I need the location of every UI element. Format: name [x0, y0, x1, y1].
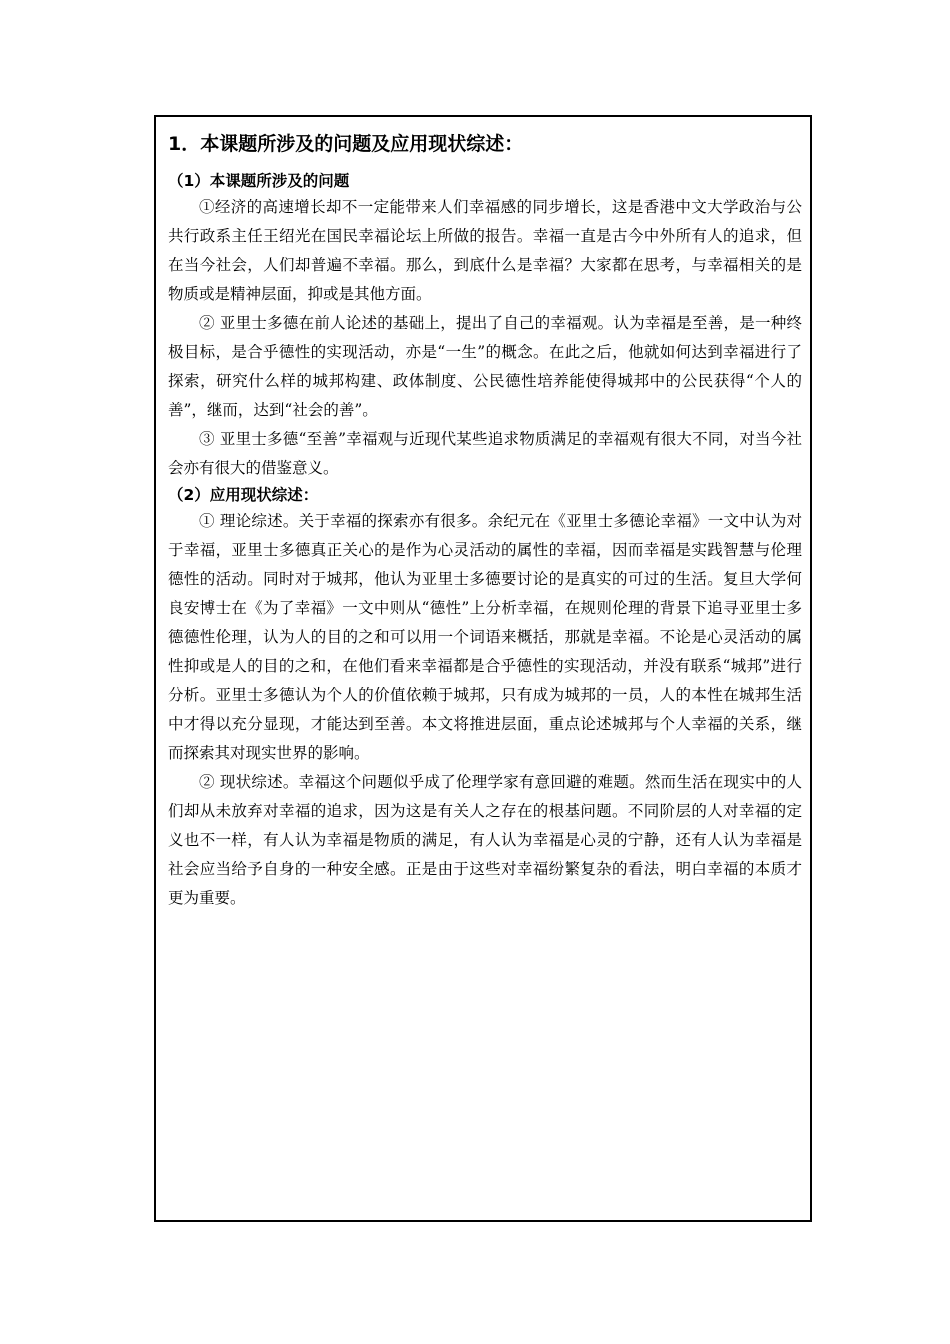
- paragraph: ① 理论综述。关于幸福的探索亦有很多。余纪元在《亚里士多德论幸福》一文中认为对于幸福，亚里士多德真正关心的是作为心灵活动的属性的幸福，因而幸福是实践智慧与伦理德性的活动。同时对于城邦，他认为亚里士多德要讨论的是真实的可过的生活。复旦大学何良安博士在《为了幸福》一文中则从“德性”上分析幸福，在规则伦理的背景下追寻亚里士多德德性伦理，认为人的目的之和可以用一个词语来概括，那就是幸福。不论是心灵活动的属性抑或是人的目的之和，在他们看来幸福都是合乎德性的实现活动，并没有联系“城邦”进行分析。亚里士多德认为个人的价值依赖于城邦，只有成为城邦的一员，人的本性在城邦生活中才得以充分显现，才能达到至善。本文将推进层面，重点论述城邦与个人幸福的关系，继而探索其对现实世界的影响。: [168, 512, 802, 762]
- paragraph: ② 现状综述。幸福这个问题似乎成了伦理学家有意回避的难题。然而生活在现实中的人们却从未放弃对幸福的追求，因为这是有关人之存在的根基问题。不同阶层的人对幸福的定义也不一样，有人认为幸福是物质的满足，有人认为幸福是心灵的宁静，还有人认为幸福是社会应当给予自身的一种安全感。正是由于这些对幸福纷繁复杂的看法，明白幸福的本质才更为重要。: [168, 773, 802, 907]
- paragraph: ①经济的高速增长却不一定能带来人们幸福感的同步增长，这是香港中文大学政治与公共行政系主任王绍光在国民幸福论坛上所做的报告。幸福一直是古今中外所有人的追求，但在当今社会，人们却普遍不幸福。那么，到底什么是幸福？大家都在思考，与幸福相关的是物质或是精神层面，抑或是其他方面。: [168, 198, 802, 303]
- paragraph: ③ 亚里士多德“至善”幸福观与近现代某些追求物质满足的幸福观有很大不同，对当今社会亦有很大的借鉴意义。: [168, 430, 802, 477]
- subsection-title-status: （2）应用现状综述：: [168, 486, 319, 504]
- section-heading: 1．本课题所涉及的问题及应用现状综述：: [168, 133, 524, 155]
- cell-content: [168, 131, 802, 913]
- form-table-cell: [154, 115, 812, 1222]
- paragraph: ② 亚里士多德在前人论述的基础上，提出了自己的幸福观。认为幸福是至善，是一种终极目标，是合乎德性的实现活动，亦是“一生”的概念。在此之后，他就如何达到幸福进行了探索，研究什么样的城邦构建、政体制度、公民德性培养能使得城邦中的公民获得“个人的善”，继而，达到“社会的善”。: [168, 314, 802, 419]
- subsection-title-problems: （1）本课题所涉及的问题: [168, 172, 350, 190]
